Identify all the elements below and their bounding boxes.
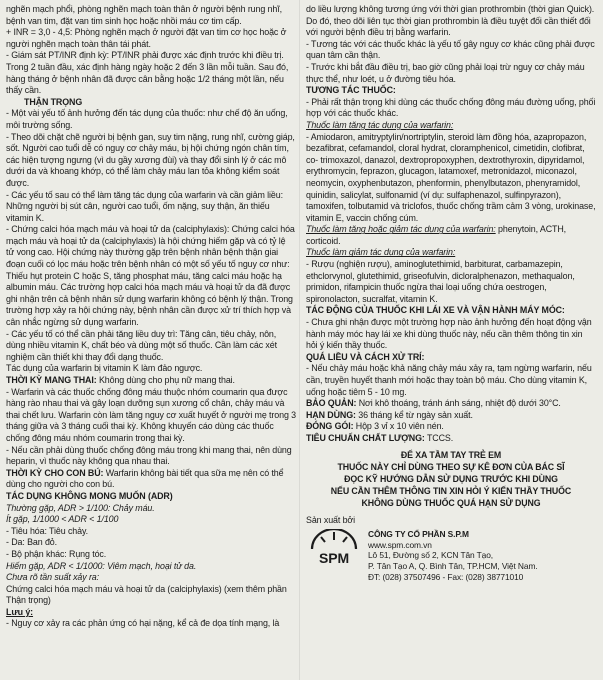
paragraph: - Chưa ghi nhận được một trường hợp nào ảnh hưởng đến hoạt động vận hành máy móc hay lái xe khi dùng thuốc này, nếu cần thêm thông tin xin hỏi ý kiến thầy thuốc. [306, 317, 592, 351]
section-title-driving: TÁC ĐỘNG CỦA THUỐC KHI LÁI XE VÀ VẬN HÀNH MÁY MÓC: [306, 305, 565, 316]
storage-value: Nơi khô thoáng, tránh ánh sáng, nhiệt độ dưới 30°C. [356, 398, 561, 409]
adr-common: Thường gặp, ADR > 1/100: Chảy máu. [6, 502, 155, 513]
subsection-increase: Thuốc làm tăng tác dụng của warfarin: [306, 119, 454, 130]
paragraph: - Giám sát PT/INR định kỳ: PT/INR phải được xác định trước khi điều trị. Trong 2 tuần đầu, xác định hàng ngày hoặc 2 đến 3 lần mỗi tuần. Sau đó, hàng tháng ở bệnh nhân đã được cân bằng hoặc 1/2 tháng một lần, nếu thấy cần. [6, 50, 289, 96]
lactation-line [6, 468, 296, 491]
company-info [368, 529, 538, 582]
company-website[interactable]: www.spm.com.vn [368, 539, 432, 550]
warning-line: THUỐC NÀY CHỈ DÙNG THEO SỰ KÊ ĐƠN CỦA BÁC SĨ [337, 461, 565, 472]
pack-value: Hộp 3 vỉ x 10 viên nén. [353, 421, 444, 432]
warning-line: ĐỌC KỸ HƯỚNG DẪN SỬ DỤNG TRƯỚC KHI DÙNG [344, 473, 558, 484]
paragraph: - Nếu cần phải dùng thuốc chống đông máu trong khi mang thai, nên dùng heparin, vì thuốc này không qua nhau thai. [6, 444, 292, 467]
paragraph: + INR = 3,0 - 4,5: Phòng nghẽn mạch ở người đặt van tim cơ học hoặc ở người nghẽn mạch toàn thân tái phát. [6, 27, 287, 49]
paragraph: - Theo dõi chặt chẽ người bị bệnh gan, suy tim nặng, rung nhĩ, cường giáp, sốt. Người cao tuổi dễ có nguy cơ chảy máu, bị hội chứng ngón chân tím, các hiện tượng ngưng (vì du gầy xương đùi) và thay đổi sinh lý ở các mô dưới da và khoang khớp, có thể làm chảy máu lan tỏa không kiểm soát được. [6, 131, 295, 188]
adr-uncommon: Ít gặp, 1/1000 < ADR < 1/100 [6, 514, 119, 525]
made-by-label: Sản xuất bởi [306, 514, 356, 525]
note-title: Lưu ý: [6, 606, 34, 617]
warning-block [306, 449, 596, 509]
pack-label: ĐÓNG GÓI: [306, 421, 354, 432]
section-title-adr: TÁC DỤNG KHÔNG MONG MUỐN (ADR) [6, 490, 173, 501]
pregnancy-summary: Không dùng cho phụ nữ mang thai. [96, 375, 235, 385]
right-column [306, 4, 596, 582]
paragraph: - Nếu chảy máu hoặc khả năng chảy máu xảy ra, tạm ngừng warfarin, nếu cần, truyền huyết thanh mới hoặc thay toàn bộ máu. Cho dùng vitamin K, uống hoặc tiêm 5 - 10 mg. [306, 363, 592, 397]
logo-text: SPM [318, 550, 350, 567]
paragraph: - Amiodaron, amitryptylin/nortriptylin, steroid làm đồng hóa, azapropazon, bezafibrat, cefamandol, cloral hydrat, cloramphenicol, cimetidin, clofibrat, co- trimoxazol, danazol, dextropropoxyphen, dextrothyroxin, dipyridamol, erythromycin, feprazon, glucagon, latamoxef, metronidazol, miconazol, neomycin, oxyphenbutazon, phenformin, phenylbutazon, phenyramidol, quinidin, salicylat, sulfonamid (ví dụ: sulfaphenazol, sulfinpyrazon), tamoxifen, tolbutamid và triclofos, thuốc chống trầm cảm 3 vòng, urokinase, vitamin E, vaccin chống cúm. [306, 131, 596, 223]
standard-line [306, 433, 596, 445]
expiry-value: 36 tháng kể từ ngày sản xuất. [355, 409, 473, 420]
paragraph: - Phải rất thận trọng khi dùng các thuốc chống đông máu đường uống, phối hợp với các thuốc khác. [306, 96, 596, 119]
paragraph: - Các yếu tố có thể cần phải tăng liều duy trì: Tăng cân, tiêu chảy, nôn, dùng nhiều vitamin K, chất béo và dùng một số thuốc. Cần làm các xét nghiệm cần thiết khi thay đổi dạng thuốc. [6, 328, 277, 362]
standard-label: TIÊU CHUẨN CHẤT LƯỢNG: [306, 432, 425, 443]
section-title-caution: THẬN TRỌNG [24, 96, 83, 107]
storage-label: BẢO QUẢN: [306, 398, 357, 409]
paragraph: - Một vài yếu tố ảnh hưởng đến tác dụng của thuốc: như chế độ ăn uống, môi trường sống. [6, 108, 288, 130]
manufacturer-block [306, 529, 596, 582]
paragraph: nghẽn mạch phổi, phòng nghẽn mạch toàn thân ở người bệnh rung nhĩ, bệnh van tim, đặt van tim sinh học hoặc nhồi máu cơ tim cấp. [6, 4, 282, 26]
pregnancy-line [6, 375, 296, 387]
paragraph: - Rượu (nghiện rượu), aminoglutethimid, barbiturat, carbamazepin, ethclorvynol, glutethimid, griseofulvin, dicloralphenazon, methaqualon, primidon, rifampicin thuốc ngừa thai loại uống chứa oestrogen, spironolacton, sucralfat, vitamin K. [306, 259, 575, 304]
spm-logo-icon [306, 529, 362, 567]
paragraph: - Nguy cơ xảy ra các phản ứng có hại nặng, kể cả đe dọa tính mạng, là [6, 618, 280, 629]
adr-rare: Hiếm gặp, ADR < 1/1000: Viêm mạch, hoại tử da. [6, 560, 197, 571]
increase-decrease-line [306, 224, 596, 247]
company-address: P. Tân Tạo A, Q. Bình Tân, TP.HCM, Việt Nam. [368, 560, 538, 571]
section-title-interactions: TƯƠNG TÁC THUỐC: [306, 85, 396, 96]
lactation-summary: Warfarin không bài tiết qua sữa mẹ nên có thể dùng cho người cho con bú. [6, 467, 284, 490]
expiry-label: HẠN DÙNG: [306, 409, 356, 420]
left-column [6, 4, 296, 630]
storage-line [306, 398, 596, 410]
list-item: - Da: Ban đỏ. [6, 537, 57, 548]
expiry-line [306, 410, 596, 422]
paragraph: do liều lượng không tương ứng với thời gian prothrombin (thời gian Quick). Do đó, theo dõi liên tục thời gian prothrombin là điều tuyệt đối cần thiết đối với người bệnh điều trị bằng warfarin. [306, 4, 595, 38]
paper-fold [299, 0, 301, 680]
paragraph: - Warfarin và các thuốc chống đông máu thuộc nhóm coumarin qua được hàng rào nhau thai và gây loạn dưỡng sụn xương cổ chân, chảy máu và thai chết lưu. Warfarin còn làm tăng nguy cơ xuất huyết ở người mẹ trong 3 tháng giữa và 3 tháng cuối thai kỳ. Không khuyến cáo dùng các thuốc chống đông máu nhóm coumarin trong thai kỳ. [6, 386, 296, 443]
list-item: - Bộ phận khác: Rụng tóc. [6, 548, 107, 559]
company-logo [306, 529, 362, 567]
section-title-lactation: THỜI KỲ CHO CON BÚ: [6, 467, 104, 478]
increase-decrease-drugs: phenytoin, ACTH, corticoid. [306, 224, 566, 246]
company-phone: ĐT: (028) 37507496 - Fax: (028) 38771010 [368, 571, 524, 582]
company-address: Lô 51, Đường số 2, KCN Tân Tạo, [368, 550, 494, 561]
warning-line: NẾU CẦN THÊM THÔNG TIN XIN HỎI Ý KIẾN THẦY THUỐC [330, 485, 572, 496]
adr-unknown: Chưa rõ tần suất xảy ra: [6, 572, 100, 583]
warning-line: KHÔNG DÙNG THUỐC QUÁ HẠN SỬ DỤNG [361, 497, 541, 508]
paragraph: Tác dụng của warfarin bị vitamin K làm đảo ngược. [6, 363, 203, 374]
subsection-reduce: Thuốc làm giảm tác dụng của warfarin: [306, 247, 456, 258]
section-title-overdose: QUÁ LIỀU VÀ CÁCH XỬ TRÍ: [306, 351, 425, 362]
list-item: - Tiêu hóa: Tiêu chảy. [6, 525, 88, 536]
paragraph: - Tương tác với các thuốc khác là yếu tố gây nguy cơ khác cũng phải được quan tâm cần thận. [306, 38, 595, 61]
warning-line: ĐỂ XA TẦM TAY TRẺ EM [400, 449, 502, 460]
paragraph: - Chứng calci hóa mạch máu và hoại tử da (calciphylaxis): Chứng calci hóa mạch máu và hoại tử da (calciphylaxis) là hội chứng hiếm gặp và có tỷ lệ tử vong cao. Hội chứng này thường gặp trên bệnh nhân bệnh thận giai đoạn cuối có lọc máu hoặc trên bệnh nhân có một số yếu tố nguy cơ như: Thiếu hụt protein C hoặc S, tăng phosphat máu, tăng calci máu hoặc hạ albumin máu. Các trường hợp calci hóa mạch máu và hoại tử da đã được ghi nhận trên cả bệnh nhân sử dụng warfarin không có bệnh lý thận. Trong trường hợp xảy ra hội chứng này, bệnh nhân cần được xử trí thích hợp và cân nhắc ngừng sử dụng warfarin. [6, 224, 295, 328]
paragraph: Chứng calci hóa mạch máu và hoại tử da (calciphylaxis) (xem thêm phần Thận trọng) [6, 583, 287, 606]
paragraph: - Trước khi bắt đầu điều trị, bao giờ cũng phải loại trừ nguy cơ chảy máu thực thể, như loét, u ở đường tiêu hóa. [306, 61, 585, 84]
standard-value: TCCS. [424, 432, 454, 443]
section-title-pregnancy: THỜI KỲ MANG THAI: [6, 375, 97, 385]
paragraph: - Các yếu tố sau có thể làm tăng tác dụng của warfarin và cần giảm liều: Những người bị sút cân, người cao tuổi, ốm nặng, suy thận, ăn thiếu vitamin K. [6, 189, 283, 223]
subsection-increase-decrease: Thuốc làm tăng hoặc giảm tác dụng của warfarin: [306, 224, 496, 235]
company-name: CÔNG TY CỔ PHẦN S.P.M [368, 529, 469, 540]
pack-line [306, 421, 596, 433]
